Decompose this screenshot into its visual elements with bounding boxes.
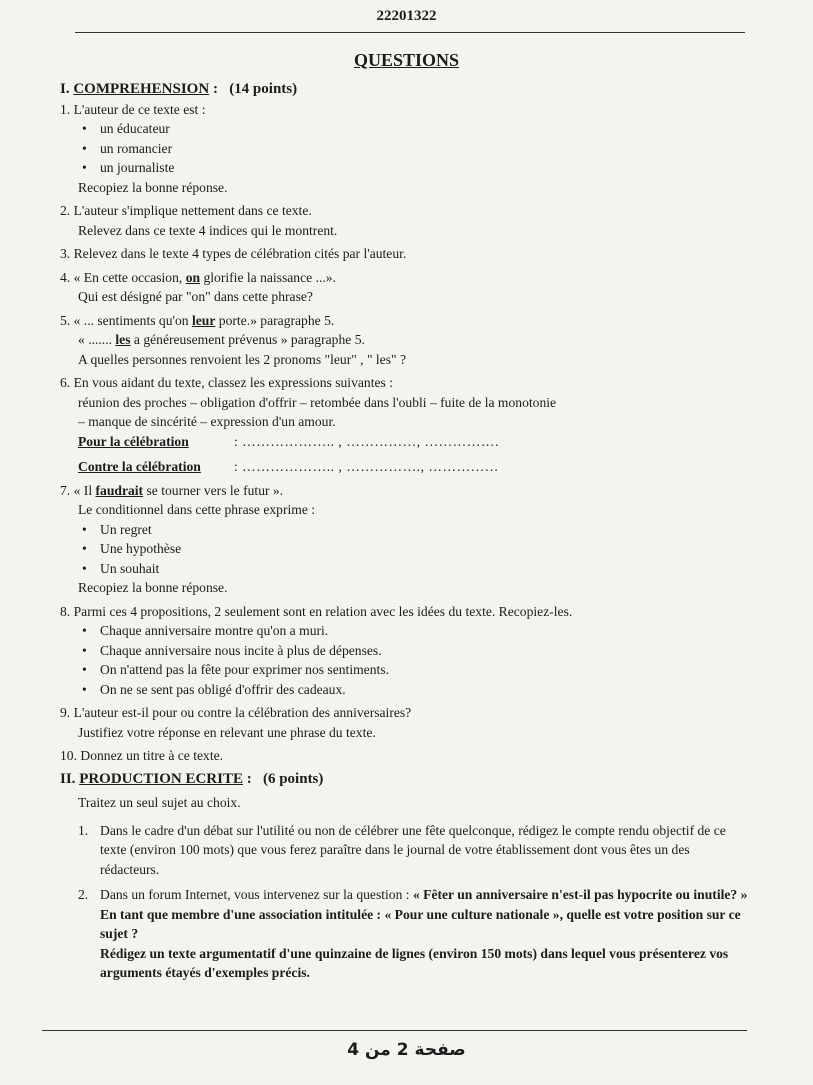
list-item: • Un souhait: [82, 559, 750, 579]
production-intro: Traitez un seul sujet au choix.: [78, 795, 241, 810]
question-4: 4. « En cette occasion, on glorifie la naissance ...». Qui est désigné par "on" dans cette phrase?: [60, 269, 336, 304]
question-3: 3. Relevez dans le texte 4 types de célébration cités par l'auteur.: [60, 246, 407, 261]
contre-fill-line: Contre la célébration : ……………….. , ……………., ……………: [78, 459, 499, 474]
question-7-options: [60, 520, 750, 579]
list-item: • On ne se sent pas obligé d'offrir des cadeaux.: [82, 680, 750, 700]
question-6: 6. En vous aidant du texte, classez les expressions suivantes : réunion des proches – obligation d'offrir – retombée dans l'oubli – fuite de la monotonie – manque de sincérité – expression d'un amour. Pour la célébration : ……………….. , ……………, ……………. Contre la célébration : ……………….. , ……………., ……………: [60, 373, 750, 477]
bottom-divider: [42, 1030, 747, 1031]
question-8-options: [60, 621, 750, 699]
list-item: • un journaliste: [82, 158, 750, 178]
subject-2: 2. Dans un forum Internet, vous intervenez sur la question : « Fêter un anniversaire n'est-il pas hypocrite ou inutile? » En tant que membre d'une association intitulée : « Pour une culture nationale », quelle est votre position sur ce sujet ? Rédigez un texte argumentatif d'une quinzaine de lignes (environ 150 mots) dans lequel vous présenterez vos arguments étayés d'exemples précis.: [78, 887, 748, 980]
list-item: • un éducateur: [82, 119, 750, 139]
top-divider: [75, 32, 745, 33]
page-title: QUESTIONS: [353, 50, 460, 70]
list-item: • Chaque anniversaire nous incite à plus de dépenses.: [82, 641, 750, 661]
list-item: • Chaque anniversaire montre qu'on a muri.: [82, 621, 750, 641]
list-item: • Une hypothèse: [82, 539, 750, 559]
question-2: 2. L'auteur s'implique nettement dans ce texte. Relevez dans ce texte 4 indices qui le montrent.: [60, 203, 338, 238]
question-10: 10. Donnez un titre à ce texte.: [60, 748, 224, 763]
pour-fill-line: Pour la célébration : ……………….. , ……………, …………….: [78, 433, 499, 449]
question-1: 1. L'auteur de ce texte est : • un éducateur • un romancier • un journaliste Recopiez la bonne réponse.: [60, 100, 750, 198]
list-item: • On n'attend pas la fête pour exprimer nos sentiments.: [82, 660, 750, 680]
questions-content: [60, 80, 750, 989]
question-7: 7. « Il faudrait se tourner vers le futur ». Le conditionnel dans cette phrase exprime : • Un regret • Une hypothèse • Un souhait Recopiez la bonne réponse.: [60, 481, 750, 598]
question-1-options: [60, 119, 750, 178]
page-number: صفحة 2 من 4: [347, 1040, 466, 1060]
section-comprehension-heading: I. COMPREHENSION : (14 points): [60, 81, 298, 97]
subject-1: 1. Dans le cadre d'un débat sur l'utilité ou non de célébrer une fête quelconque, rédigez le compte rendu objectif de ce texte (environ 100 mots) que vous ferez paraître dans le journal de votre établissement dont vous êtes un des rédacteurs.: [78, 822, 726, 877]
section-production-heading: II. PRODUCTION ECRITE : (6 points): [60, 770, 324, 787]
production-subjects: [60, 821, 750, 983]
list-item: • Un regret: [82, 520, 750, 540]
question-9: 9. L'auteur est-il pour ou contre la célébration des anniversaires? Justifiez votre réponse en relevant une phrase du texte.: [60, 705, 412, 740]
list-item: • un romancier: [82, 139, 750, 159]
question-8: 8. Parmi ces 4 propositions, 2 seulement sont en relation avec les idées du texte. Recopiez-les. • Chaque anniversaire montre qu'on a muri. • Chaque anniversaire nous incite à plus de dépenses. • On n'attend pas la fête pour exprimer nos sentiments. • On ne se sent pas obligé d'offrir des cadeaux.: [60, 602, 750, 700]
exam-code: 22201322: [376, 8, 437, 24]
question-5: 5. « ... sentiments qu'on leur porte.» paragraphe 5. « ....... les a généreusement prévenus » paragraphe 5. A quelles personnes renvoient les 2 pronoms "leur" , " les" ?: [60, 312, 406, 367]
